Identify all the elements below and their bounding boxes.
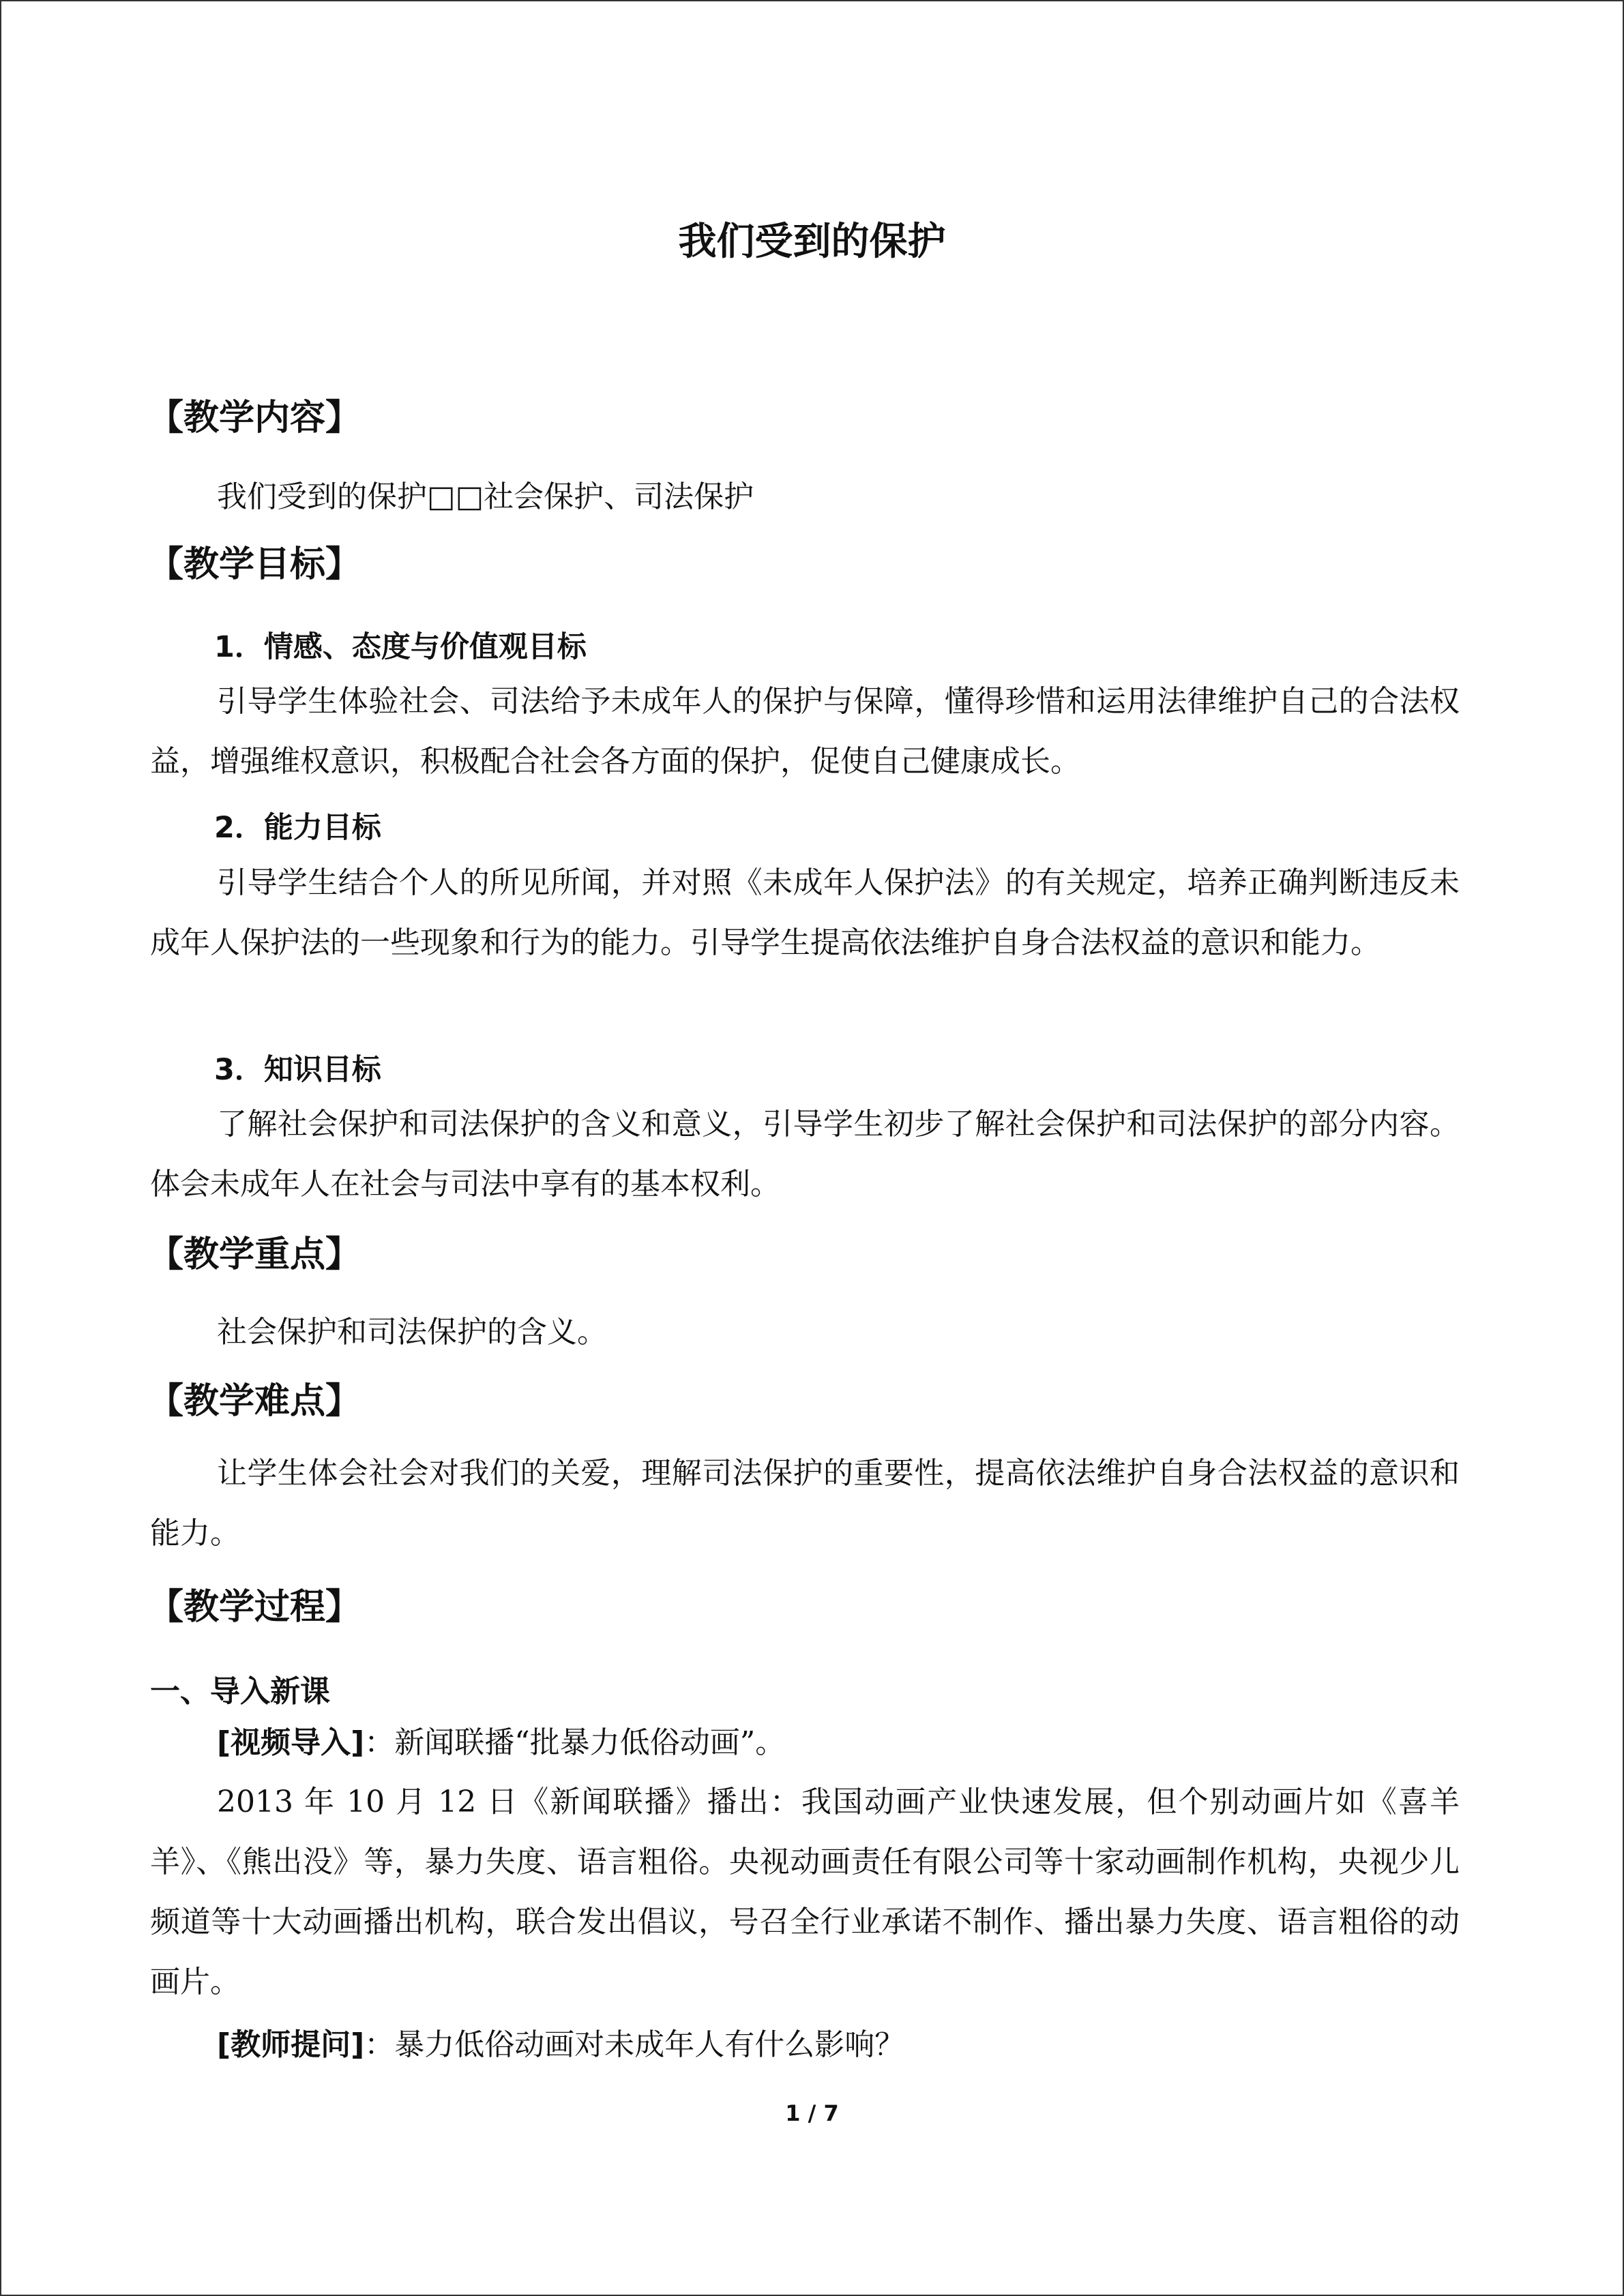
process-step-1-heading: 一、导入新课 <box>150 1674 330 1709</box>
section-heading-key-points: 【教学重点】 <box>148 1234 361 1275</box>
section-heading-content: 【教学内容】 <box>148 398 361 438</box>
page-title: 我们受到的保护 <box>678 220 946 264</box>
key-points-text: 社会保护和司法保护的含义。 <box>217 1315 607 1350</box>
content-text: 我们受到的保护□□社会保护、司法保护 <box>217 479 754 514</box>
teacher-question-paragraph <box>150 2015 1460 2075</box>
section-heading-difficulties: 【教学难点】 <box>148 1381 361 1422</box>
goal-3-text: 了解社会保护和司法保护的含义和意义，引导学生初步了解社会保护和司法保护的部分内容。体会未成年人在社会与司法中享有的基本权利。 <box>150 1107 1460 1202</box>
section-heading-process: 【教学过程】 <box>148 1587 361 1628</box>
goal-2-label: 2．能力目标 <box>214 811 381 845</box>
goal-1-label: 1．情感、态度与价值观目标 <box>214 630 587 664</box>
page-indicator: 1 / 7 <box>785 2100 839 2126</box>
goal-2-text: 引导学生结合个人的所见所闻，并对照《未成年人保护法》的有关规定，培养正确判断违反未成年人保护法的一些现象和行为的能力。引导学生提高依法维护自身合法权益的意识和能力。 <box>150 865 1460 960</box>
video-intro-tag: [视频导入] <box>217 1725 365 1760</box>
teacher-question-text: ：暴力低俗动画对未成年人有什么影响？ <box>364 2027 905 2062</box>
video-intro-paragraph <box>150 1713 1460 1773</box>
news-paragraph: 2013 年 10 月 12 日《新闻联播》播出：我国动画产业快速发展，但个别动画片如《喜羊羊》、《熊出没》等，暴力失度、语言粗俗。央视动画责任有限公司等十家动画制作机构，央视少儿频道等十大动画播出机构，联合发出倡议，号召全行业承诺不制作、播出暴力失度、语言粗俗的动画片。 <box>150 1785 1460 1999</box>
video-intro-text: ：新闻联播“批暴力低俗动画”。 <box>364 1725 786 1760</box>
goal-3-label: 3．知识目标 <box>214 1053 381 1087</box>
difficulties-text: 让学生体会社会对我们的关爱，理解司法保护的重要性，提高依法维护自身合法权益的意识和能力。 <box>150 1456 1460 1551</box>
section-heading-goals: 【教学目标】 <box>148 544 361 585</box>
goal-1-text: 引导学生体验社会、司法给予未成年人的保护与保障，懂得珍惜和运用法律维护自己的合法权益，增强维权意识，积极配合社会各方面的保护，促使自己健康成长。 <box>150 684 1460 779</box>
teacher-question-tag: [教师提问] <box>217 2027 365 2062</box>
